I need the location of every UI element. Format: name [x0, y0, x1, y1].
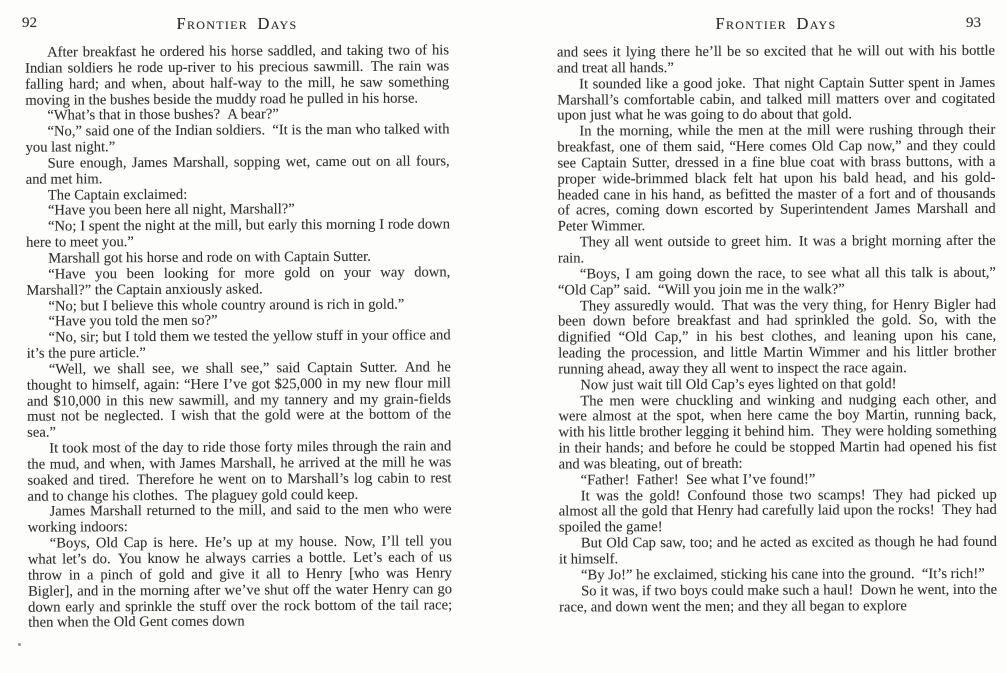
running-title-left: Frontier Days	[176, 14, 298, 33]
paragraph: “No; I spent the night at the mill, but early this morning I rode down here to meet you.”	[26, 216, 451, 251]
paragraph: It sounded like a good joke. That night Captain Sutter spent in James Marshall’s comfortable cabin, and talked mill matters over and cogitated upon just what he was going to do about that gold.	[557, 74, 996, 124]
paragraph: After breakfast he ordered his horse saddled, and taking two of his Indian soldiers he rode up-river to his precious sawmill. The rain was falling hard; and when, about half-way to the mill, he saw something moving in the bushes beside the muddy road he pulled in his horse.	[25, 42, 450, 109]
paragraph: “Have you been here all night, Marshall?”	[47, 201, 295, 220]
paragraph: “Have you told the men so?”	[48, 312, 218, 330]
page-left-text	[25, 43, 452, 632]
paragraph: “What’s that in those bushes? A bear?”	[47, 106, 279, 124]
page-number-right: 93	[966, 15, 981, 31]
paragraph: It was the gold! Confound those two scamps! They had picked up almost all the gold that Henry had carefully laid upon the rocks! They had spoiled the game!	[558, 486, 997, 536]
running-title-right: Frontier Days	[715, 14, 837, 33]
page-left-header	[22, 14, 449, 35]
paragraph: “Boys, Old Cap is here. He’s up at my house. Now, I’ll tell you what let’s do. You know he always carries a bottle. Let’s each of us throw in a pinch of gold and give it all to Henry [who was Henry Bigler], and in the morning after we’ve shut off the water Henry can go down early and sprinkle the stuff over the rock bottom of the tail race; then when the Old Gent comes down	[27, 533, 453, 632]
paragraph: “No,” said one of the Indian soldiers. “It is the man who talked with you last night.”	[25, 121, 450, 156]
paragraph: But Old Cap saw, too; and he acted as excited as though he had found it himself.	[558, 533, 997, 568]
paragraph: “Have you been looking for more gold on your way down, Marshall?” the Captain anxiously asked.	[26, 264, 451, 299]
scan-speck	[18, 643, 21, 646]
paragraph: “By Jo!” he exclaimed, sticking his cane into the ground. “It’s rich!”	[581, 565, 985, 584]
page-right-header	[557, 14, 995, 35]
page-right	[556, 14, 998, 616]
paragraph: “Well, we shall see, we shall see,” said Captain Sutter. And he thought to himself, again: “Here I’ve got $25,000 in my new flour mill and $10,000 in this new sawmill, and my tannery and my grain-fields must not be neglected. I wish that the gold were at the bottom of the sea.”	[26, 359, 452, 441]
paragraph: The Captain exclaimed:	[47, 186, 188, 204]
paragraph: The men were chuckling and winking and nudging each other, and were almost at the spot, when here came the boy Martin, running back, with his little brother legging it behind him. They were holding something in their hands; and before he could be stopped Martin had opened his fist and was bleating, out of breath:	[558, 391, 997, 473]
paragraph: Sure enough, James Marshall, sopping wet, came out on all fours, and met him.	[25, 153, 450, 188]
paragraph: “Father! Father! See what I’ve found!”	[580, 471, 816, 489]
paragraph: and sees it lying there he’ll be so excited that he will out with his bottle and treat all hands.”	[556, 42, 996, 77]
paragraph: In the morning, while the men at the mill were rushing through their breakfast, one of them said, “Here comes Old Cap now,” and they could see Captain Sutter, dressed in a fine blue coat with brass buttons, with a proper wide-brimmed black felt hat upon his bald head, and his gold-headed cane in his hand, as befitted the master of a fort and of thousands of acres, coming down escorted by Superintendent James Marshall and Peter Wimmer.	[557, 122, 996, 235]
paragraph: They assuredly would. That was the very thing, for Henry Bigler had been down before breakfast and had sprinkled the gold. So, with the dignified “Old Cap,” in his best clothes, and leaning upon his cane, leading the procession, and little Martin Wimmer and his littler brother running ahead, away they all went to inspect the race again.	[558, 296, 997, 378]
page-number-left: 92	[22, 15, 37, 31]
page-right-text	[557, 44, 997, 616]
paragraph: James Marshall returned to the mill, and said to the men who were working indoors:	[27, 501, 452, 537]
paragraph: “No; but I believe this whole country around is rich in gold.”	[48, 296, 405, 315]
paragraph: So it was, if two boys could make such a haul! Down he went, into the race, and down went the men; and they all began to explore	[559, 581, 998, 616]
paragraph: They all went outside to greet him. It was a bright morning after the rain.	[557, 232, 996, 267]
paragraph: “No, sir; but I told them we tested the yellow stuff in your office and it’s the pure article.”	[26, 327, 451, 362]
page-left	[22, 14, 453, 632]
paragraph: It took most of the day to ride those forty miles through the rain and the mud, and when, with James Marshall, he arrived at the mill he was soaked and tired. Therefore he went on to Marshall’s log cabin to rest and to change his clothes. The plaguey gold could keep.	[27, 438, 452, 505]
paragraph: Now just wait till Old Cap’s eyes lighted on that gold!	[580, 375, 897, 394]
paragraph: Marshall got his horse and rode on with Captain Sutter.	[48, 248, 371, 267]
paragraph: “Boys, I am going down the race, to see what all this talk is about,” “Old Cap” said. “Will you join me in the walk?”	[557, 264, 996, 299]
